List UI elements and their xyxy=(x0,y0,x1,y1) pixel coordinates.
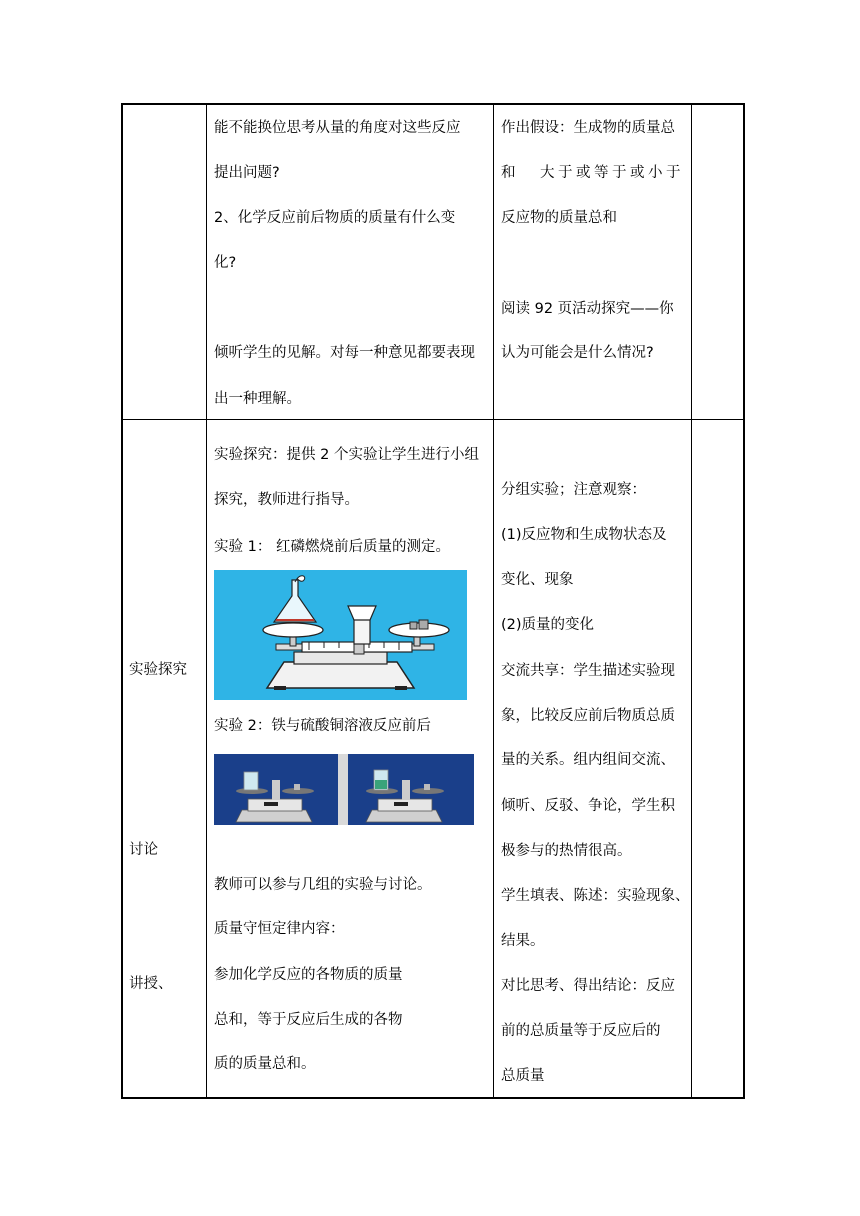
row2-teacher-text-line: 质的质量总和。 xyxy=(214,1056,316,1072)
row1-student-text-line: 认为可能会是什么情况? xyxy=(501,345,654,361)
row2-student-text-line: 对比思考、得出结论：反应 xyxy=(501,978,675,994)
row2-student-text-line: 象，比较反应前后物质总质 xyxy=(501,708,675,724)
row2-student-text-line: 极参与的热情很高。 xyxy=(501,843,632,859)
row1-student-text-line: 和 xyxy=(501,165,516,181)
row2-teacher-text-line: 总和，等于反应后生成的各物 xyxy=(214,1012,403,1028)
row1-student-text-line: 大于或等于或小于 xyxy=(540,165,684,181)
table-border-bottom xyxy=(121,1097,745,1099)
row2-student-text-line: 倾听、反驳、争论，学生积 xyxy=(501,798,675,814)
table-col-divider-2 xyxy=(493,103,494,1099)
row1-teacher-text-line: 2、化学反应前后物质的质量有什么变 xyxy=(214,210,456,226)
row2-student-text-line: 分组实验；注意观察： xyxy=(501,482,646,498)
table-col-divider-1 xyxy=(206,103,207,1099)
row2-teacher-text-line: 实验探究：提供 2 个实验让学生进行小组 xyxy=(214,447,479,463)
table-col-divider-3 xyxy=(691,103,692,1099)
table-row-divider xyxy=(121,419,745,420)
row1-teacher-text-line: 提出问题? xyxy=(214,165,280,181)
row2-teacher-text-line: 实验 2：铁与硫酸铜溶液反应前后 xyxy=(214,718,431,734)
experiment1-balance-figure xyxy=(214,570,467,700)
row2-student-text-line: 交流共享：学生描述实验现 xyxy=(501,663,675,679)
row1-teacher-text-line: 出一种理解。 xyxy=(214,391,301,407)
row2-student-text-line: (2)质量的变化 xyxy=(501,617,595,633)
balance-photos-icon xyxy=(214,754,474,825)
row2-teacher-text-line: 探究，教师进行指导。 xyxy=(214,492,359,508)
row1-student-text-line: 阅读 92 页活动探究——你 xyxy=(501,301,674,317)
row2-student-text-line: 变化、现象 xyxy=(501,572,574,588)
row2-student-text-line: 量的关系。组内组间交流、 xyxy=(501,752,675,768)
row2-student-text-line: 学生填表、陈述：实验现象、 xyxy=(501,888,690,904)
row2-stage-label: 实验探究 xyxy=(129,662,187,678)
table-border-top xyxy=(121,103,745,105)
experiment2-balance-photos xyxy=(214,754,474,825)
row1-teacher-text-line: 化? xyxy=(214,255,237,271)
table-border-left xyxy=(121,103,123,1099)
row2-teacher-text-line: 质量守恒定律内容： xyxy=(214,921,345,937)
row2-teacher-text-line: 实验 1： 红磷燃烧前后质量的测定。 xyxy=(214,539,450,555)
row2-stage-label: 讨论 xyxy=(129,842,158,858)
row1-teacher-text-line: 倾听学生的见解。对每一种意见都要表现 xyxy=(214,345,475,361)
row1-student-text-line: 作出假设：生成物的质量总 xyxy=(501,120,675,136)
row2-student-text-line: 总质量 xyxy=(501,1068,545,1084)
balance-scale-icon xyxy=(214,570,467,700)
row1-student-text-line: 反应物的质量总和 xyxy=(501,210,617,226)
row1-teacher-text-line: 能不能换位思考从量的角度对这些反应 xyxy=(214,120,461,136)
row2-teacher-text-line: 教师可以参与几组的实验与讨论。 xyxy=(214,877,432,893)
row2-student-text-line: 结果。 xyxy=(501,933,545,949)
table-border-right xyxy=(743,103,745,1099)
row2-stage-label: 讲授、 xyxy=(129,976,173,992)
row2-teacher-text-line: 参加化学反应的各物质的质量 xyxy=(214,967,403,983)
row2-student-text-line: (1)反应物和生成物状态及 xyxy=(501,527,667,543)
row2-student-text-line: 前的总质量等于反应后的 xyxy=(501,1023,661,1039)
